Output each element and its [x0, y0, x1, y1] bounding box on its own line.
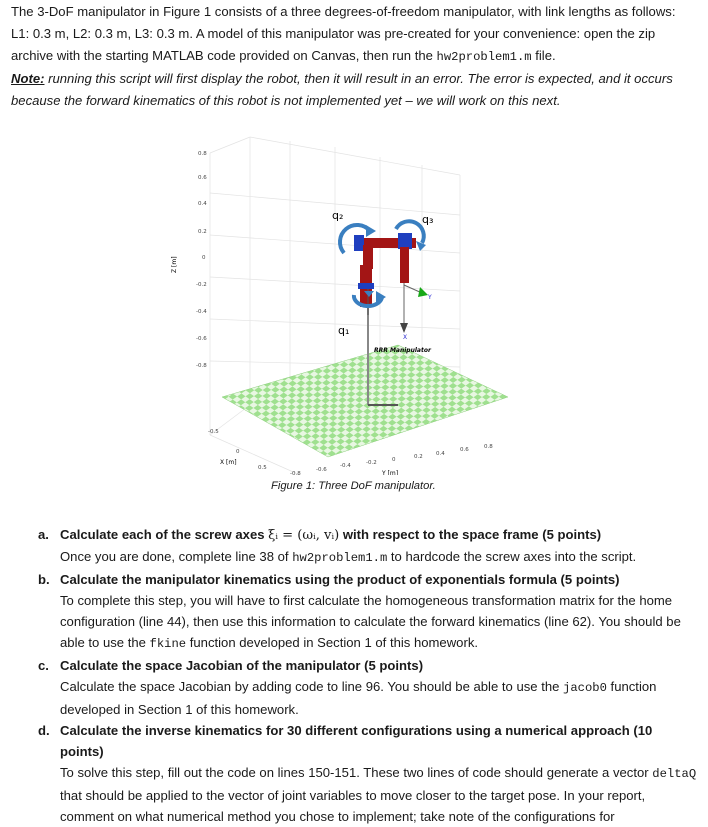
- task-list: [38, 524, 698, 827]
- task-heading: Calculate the manipulator kinematics using the product of exponentials formula (5 points): [60, 572, 620, 587]
- frame-label-x: X: [403, 334, 408, 341]
- z-tick-label: 0.2: [198, 229, 207, 235]
- function-name: fkine: [149, 637, 187, 651]
- joint-1: [358, 283, 374, 289]
- task-body: Calculate the space Jacobian by adding code to line 96. You should be able to use the jacob0 function developed in Section 1 of this homework.: [60, 679, 657, 717]
- note-text: running this script will first display the robot, then it will result in an error. The error is expected, and it occurs because the forward kinematics of this robot is not implemented yet – we will work on this next.: [11, 71, 673, 108]
- z-tick-label: 0: [202, 255, 206, 261]
- task-letter: b.: [38, 572, 50, 587]
- z-axis-label: Z [m]: [171, 256, 178, 273]
- z-tick-label: 0.4: [198, 201, 207, 207]
- floor-plane: [222, 345, 508, 457]
- z-tick-label: -0.6: [196, 336, 207, 342]
- intro-paragraph: The 3-DoF manipulator in Figure 1 consists of a three degrees-of-freedom manipulator, with link lengths as follows: L1: 0.3 m, L2: 0.3 m, L3: 0.3 m. A model of this manipulator was pre-created for your convenience: open the zip archive with the starting MATLAB code provided on Canvas, then run the hw2problem1.m file.: [11, 4, 676, 64]
- joint-label-q2: q₂: [332, 209, 344, 222]
- x-axis-label: X [m]: [220, 459, 237, 466]
- y-tick-label: -0.2: [366, 460, 377, 466]
- figure-caption: Figure 1: Three DoF manipulator.: [271, 480, 436, 492]
- task-body: Once you are done, complete line 38 of hw2problem1.m to hardcode the screw axes into the script.: [60, 549, 637, 565]
- y-tick-label: 0: [392, 457, 396, 463]
- y-tick-label: 0.2: [414, 454, 423, 460]
- y-tick-label: -0.4: [340, 463, 351, 469]
- frame-label-y: Y: [428, 294, 432, 301]
- task-item: [38, 524, 698, 569]
- task-letter: d.: [38, 723, 50, 738]
- note-paragraph: [11, 68, 697, 112]
- z-tick-labels: [196, 151, 207, 369]
- joint-2: [354, 235, 364, 251]
- end-effector-x-arrow: [400, 323, 408, 333]
- task-body: To complete this step, you will have to first calculate the homogeneous transformation matrix for the home configuration (line 44), then use this information to calculate the forward kinematics (line 62). You should be able to use the fkine function developed in Section 1 of this homework.: [60, 593, 681, 651]
- z-tick-label: -0.8: [196, 363, 207, 369]
- joint-label-q3: q₃: [422, 213, 434, 226]
- function-name: jacob0: [563, 681, 607, 695]
- y-tick-label: -0.6: [316, 467, 327, 473]
- variable-name: deltaQ: [652, 767, 697, 781]
- y-tick-label: -0.8: [290, 471, 301, 475]
- script-filename: hw2problem1.m: [292, 551, 388, 565]
- script-filename: hw2problem1.m: [436, 50, 532, 64]
- task-item: [38, 655, 698, 720]
- task-heading: Calculate the space Jacobian of the manipulator (5 points): [60, 658, 424, 673]
- task-letter: c.: [38, 658, 49, 673]
- task-item: [38, 720, 698, 827]
- note-label: Note:: [11, 71, 45, 86]
- link-3: [400, 247, 409, 283]
- task-body: To solve this step, fill out the code on lines 150-151. These two lines of code should generate a vector deltaQ that should be applied to the vector of joint variables to move closer to the target pose. In your report, comment on what numerical method you chose to implement; take note of the configurations for: [60, 765, 697, 824]
- z-tick-label: 0.8: [198, 151, 207, 157]
- y-tick-label: 0.6: [460, 447, 469, 453]
- task-letter: a.: [38, 527, 49, 542]
- task-item: [38, 569, 698, 655]
- x-tick-labels: [208, 429, 267, 471]
- link-1-upper: [363, 245, 373, 269]
- intro-section: [11, 1, 697, 112]
- y-tick-label: 0.8: [484, 444, 493, 450]
- joint-3: [398, 233, 412, 249]
- y-axis-label: Y [m]: [382, 470, 399, 475]
- x-tick-label: -0.5: [208, 429, 219, 435]
- plot-title: RRR Manipulator: [374, 347, 431, 354]
- task-heading: Calculate each of the screw axes ξᵢ = (ωᵢ, vᵢ) with respect to the space frame (5 points): [60, 527, 602, 543]
- x-tick-label: 0: [236, 449, 240, 455]
- screw-axis-formula: ξᵢ = (ωᵢ, vᵢ): [268, 528, 340, 543]
- z-tick-label: -0.2: [196, 282, 207, 288]
- y-tick-label: 0.4: [436, 451, 445, 457]
- robot-figure: [160, 135, 520, 475]
- task-heading: Calculate the inverse kinematics for 30 different configurations using a numerical approach (10 points): [60, 723, 653, 759]
- z-tick-label: 0.6: [198, 175, 207, 181]
- x-tick-label: 0.5: [258, 465, 267, 471]
- joint-label-q1: q₁: [338, 324, 350, 337]
- z-tick-label: -0.4: [196, 309, 207, 315]
